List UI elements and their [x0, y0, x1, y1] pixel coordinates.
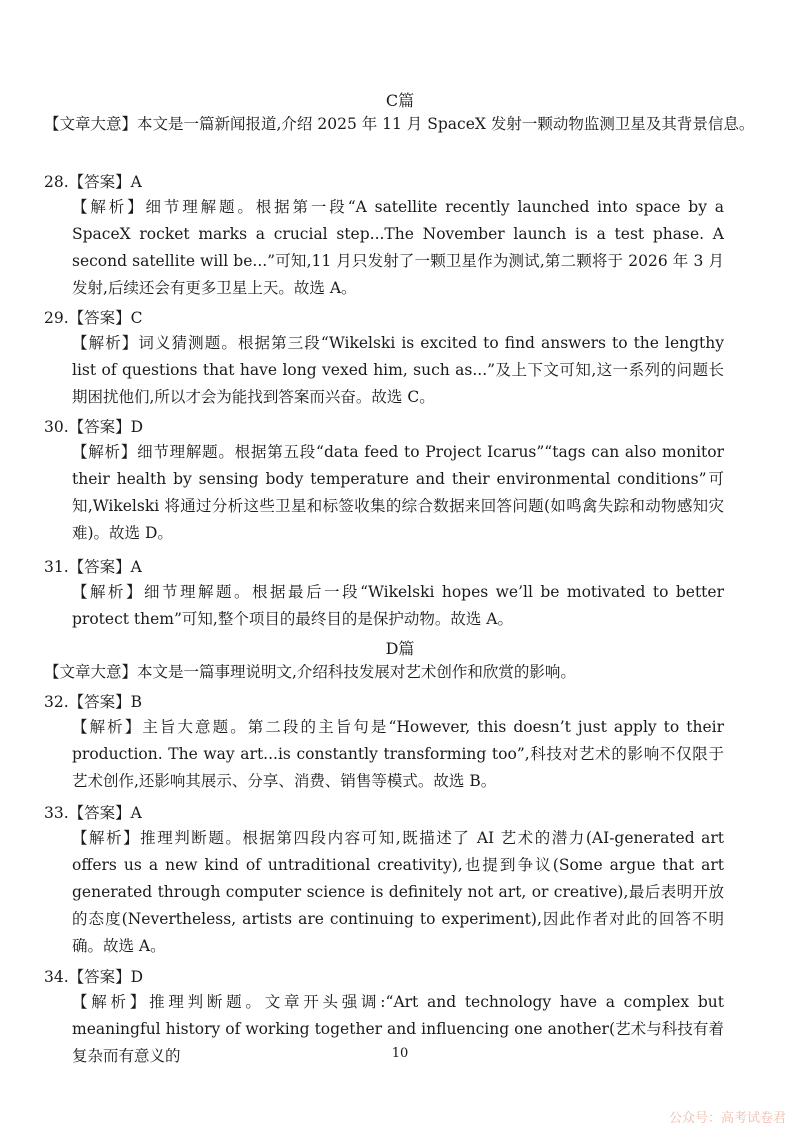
answer-30: 30.【答案】D: [44, 418, 144, 436]
answer-29: 29.【答案】C: [44, 309, 143, 327]
section-d-title: D篇: [385, 639, 415, 658]
analysis-33: 【解析】推理判断题。根据第四段内容可知,既描述了 AI 艺术的潜力(AI-generated art offers us a new kind of untraditional creativity),也提到争议(Some argue that art generated through computer science is definitely not art, or creative),最后表明开放的态度(Nevertheless, artists are continuing to experiment),因此作者对此的回答不明确。故选 A。: [72, 829, 724, 955]
answer-33: 33.【答案】A: [44, 804, 142, 822]
answer-34: 34.【答案】D: [44, 968, 144, 986]
answer-32: 32.【答案】B: [44, 693, 143, 711]
analysis-32: 【解析】主旨大意题。第二段的主旨句是“However, this doesn’t just apply to their production. The way art...is constantly transforming too”,科技对艺术的影响不仅限于艺术创作,还影响其展示、分享、消费、销售等模式。故选 B。: [72, 718, 724, 790]
analysis-31: 【解析】细节理解题。根据最后一段“Wikelski hopes we’ll be motivated to better protect them”可知,整个项目的最终目的是保护动物。故选 A。: [72, 583, 724, 628]
section-c-summary: 【文章大意】本文是一篇新闻报道,介绍 2025 年 11 月 SpaceX 发射一颗动物监测卫星及其背景信息。: [44, 115, 755, 133]
analysis-29: 【解析】词义猜测题。根据第三段“Wikelski is excited to find answers to the lengthy list of questions that have long vexed him, such as...”及上下文可知,这一系列的问题长期困扰他们,所以才会为能找到答案而兴奋。故选 C。: [72, 334, 724, 406]
page-number: 10: [391, 1046, 409, 1061]
answer-31: 31.【答案】A: [44, 558, 142, 576]
analysis-30: 【解析】细节理解题。根据第五段“data feed to Project Icarus”“tags can also monitor their health by sensing body temperature and their environmental conditions”可知,Wikelski 将通过分析这些卫星和标签收集的综合数据来回答问题(如鸣禽失踪和动物感知灾难)。故选 D。: [72, 443, 724, 542]
section-c-title: C篇: [385, 91, 415, 110]
watermark: 公众号：高考试卷君: [668, 1111, 786, 1126]
answer-28: 28.【答案】A: [44, 173, 142, 191]
section-d-summary: 【文章大意】本文是一篇事理说明文,介绍科技发展对艺术创作和欣赏的影响。: [44, 663, 576, 681]
analysis-28: 【解析】细节理解题。根据第一段“A satellite recently launched into space by a SpaceX rocket marks a crucial step...The November launch is a test phase. A second satellite will be...”可知,11 月只发射了一颗卫星作为测试,第二颗将于 2026 年 3 月发射,后续还会有更多卫星上天。故选 A。: [72, 198, 724, 297]
analysis-34: 【解析】推理判断题。文章开头强调:“Art and technology have a complex but meaningful history of working together and influencing one another(艺术与科技有着复杂而有意义的: [72, 993, 724, 1065]
